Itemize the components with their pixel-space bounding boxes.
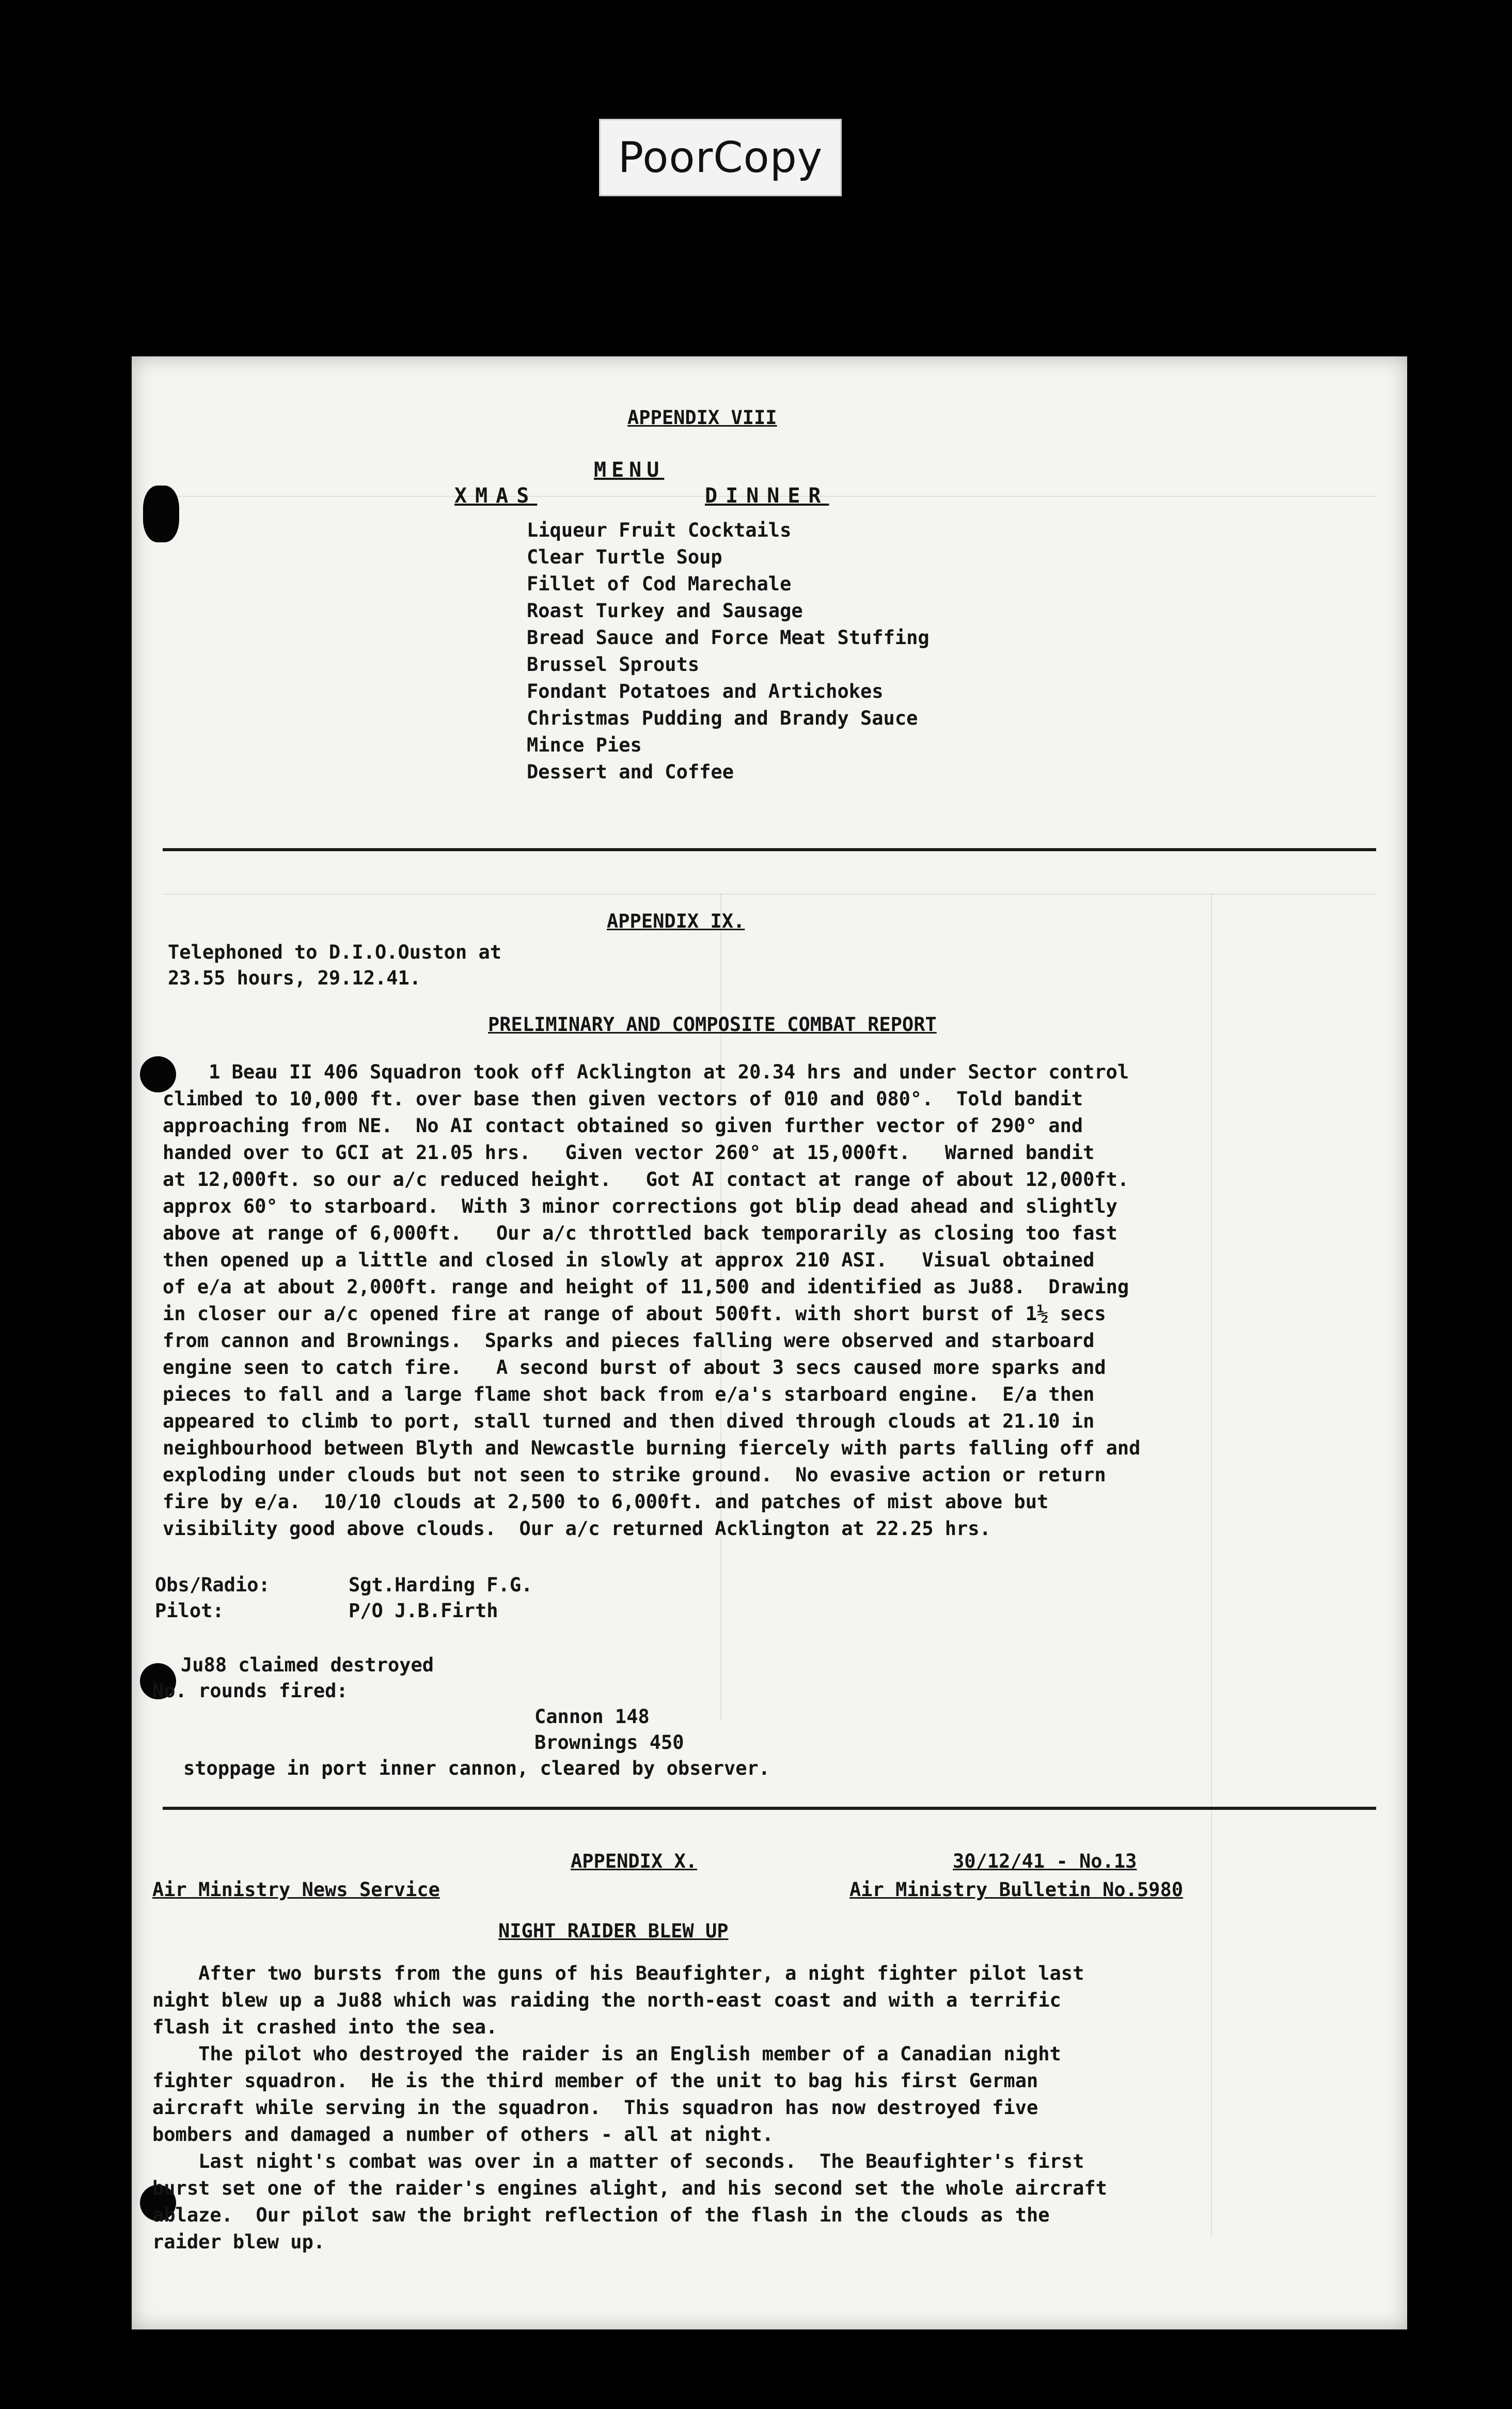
report-line: fire by e/a. 10/10 clouds at 2,500 to 6,000ft. and patches of mist above but: [163, 1491, 1049, 1513]
report-line: climbed to 10,000 ft. over base then given vectors of 010 and 080°. Told bandit: [163, 1088, 1083, 1110]
punch-hole: [143, 486, 179, 542]
rounds-fired-label: No. rounds fired:: [152, 1680, 348, 1702]
report-line: engine seen to catch fire. A second burst of about 3 secs caused more sparks and: [163, 1356, 1106, 1379]
section-divider: [163, 1807, 1376, 1810]
news-line: fighter squadron. He is the third member of the unit to bag his first German: [152, 2070, 1038, 2092]
pilot-label: Pilot:: [155, 1600, 224, 1622]
combat-report-title: PRELIMINARY AND COMPOSITE COMBAT REPORT: [488, 1013, 937, 1036]
menu-item: Mince Pies: [527, 734, 642, 756]
report-line: pieces to fall and a large flame shot back from e/a's starboard engine. E/a then: [163, 1383, 1095, 1405]
menu-item: Dessert and Coffee: [527, 761, 734, 783]
news-headline: NIGHT RAIDER BLEW UP: [498, 1920, 729, 1942]
news-line: flash it crashed into the sea.: [152, 2016, 498, 2038]
news-line: The pilot who destroyed the raider is an English member of a Canadian night: [152, 2043, 1061, 2065]
report-line: above at range of 6,000ft. Our a/c throttled back temporarily as closing too fast: [163, 1222, 1117, 1244]
report-line: at 12,000ft. so our a/c reduced height. Got AI contact at range of about 12,000ft.: [163, 1168, 1129, 1191]
news-line: Last night's combat was over in a matter of seconds. The Beaufighter's first: [152, 2150, 1084, 2172]
news-line: bombers and damaged a number of others - all at night.: [152, 2123, 774, 2146]
obs-radio-value: Sgt.Harding F.G.: [349, 1574, 533, 1596]
menu-item: Liqueur Fruit Cocktails: [527, 519, 792, 541]
bulletin-date-ref: 30/12/41 - No.13: [953, 1850, 1137, 1872]
telephoned-line-1: Telephoned to D.I.O.Ouston at: [168, 941, 502, 963]
appendix-viii-heading: APPENDIX VIII: [627, 406, 777, 429]
menu-item: Christmas Pudding and Brandy Sauce: [527, 707, 918, 729]
report-line: visibility good above clouds. Our a/c returned Acklington at 22.25 hrs.: [163, 1518, 991, 1540]
menu-item: Roast Turkey and Sausage: [527, 600, 803, 622]
section-divider: [163, 848, 1376, 851]
news-line: After two bursts from the guns of his Beaufighter, a night fighter pilot last: [152, 1962, 1084, 1984]
menu-title: MENU: [594, 458, 665, 482]
appendix-x-heading: APPENDIX X.: [571, 1850, 698, 1872]
report-line: approx 60° to starboard. With 3 minor corrections got blip dead ahead and slightly: [163, 1195, 1117, 1217]
news-line: ablaze. Our pilot saw the bright reflection of the flash in the clouds as the: [152, 2204, 1050, 2226]
menu-item: Fillet of Cod Marechale: [527, 573, 792, 595]
report-line: approaching from NE. No AI contact obtained so given further vector of 290° and: [163, 1115, 1083, 1137]
telephoned-line-2: 23.55 hours, 29.12.41.: [168, 967, 421, 989]
document-page: [132, 356, 1407, 2329]
appendix-ix-heading: APPENDIX IX.: [607, 910, 745, 932]
news-line: aircraft while serving in the squadron. This squadron has now destroyed five: [152, 2097, 1038, 2119]
dinner-right: DINNER: [705, 484, 829, 508]
combat-report-body: [163, 1059, 1140, 1542]
claimed-destroyed: Ju88 claimed destroyed: [181, 1654, 434, 1676]
dinner-left: XMAS: [454, 484, 538, 508]
menu-item: Bread Sauce and Force Meat Stuffing: [527, 627, 930, 649]
bulletin-number: Air Ministry Bulletin No.5980: [849, 1879, 1184, 1901]
report-line: neighbourhood between Blyth and Newcastle burning fiercely with parts falling off and: [163, 1437, 1141, 1459]
stoppage-note: stoppage in port inner cannon, cleared by observer.: [183, 1757, 770, 1779]
cannon-rounds: Cannon 148: [534, 1706, 650, 1728]
report-line: exploding under clouds but not seen to strike ground. No evasive action or return: [163, 1464, 1106, 1486]
news-body: [152, 1960, 1107, 2256]
menu-item: Fondant Potatoes and Artichokes: [527, 680, 884, 702]
report-line: of e/a at about 2,000ft. range and height of 11,500 and identified as Ju88. Drawing: [163, 1276, 1129, 1298]
brownings-rounds: Brownings 450: [534, 1731, 684, 1754]
menu-list: [527, 521, 930, 789]
news-service: Air Ministry News Service: [152, 1879, 440, 1901]
report-line: in closer our a/c opened fire at range of about 500ft. with short burst of 1½ secs: [163, 1303, 1106, 1325]
report-line: then opened up a little and closed in slowly at approx 210 ASI. Visual obtained: [163, 1249, 1095, 1271]
poor-copy-label: [599, 119, 842, 196]
menu-item: Brussel Sprouts: [527, 653, 700, 676]
report-line: appeared to climb to port, stall turned and then dived through clouds at 21.10 in: [163, 1410, 1095, 1432]
report-line: 1 Beau II 406 Squadron took off Acklington at 20.34 hrs and under Sector control: [163, 1061, 1129, 1083]
news-line: burst set one of the raider's engines alight, and his second set the whole aircraft: [152, 2177, 1107, 2199]
news-line: night blew up a Ju88 which was raiding the north-east coast and with a terrific: [152, 1989, 1061, 2011]
report-line: from cannon and Brownings. Sparks and pieces falling were observed and starboard: [163, 1329, 1095, 1352]
obs-radio-label: Obs/Radio:: [155, 1574, 270, 1596]
poor-copy-text: PoorCopy: [618, 133, 823, 182]
pilot-value: P/O J.B.Firth: [349, 1600, 498, 1622]
menu-item: Clear Turtle Soup: [527, 546, 722, 568]
report-line: handed over to GCI at 21.05 hrs. Given vector 260° at 15,000ft. Warned bandit: [163, 1141, 1095, 1164]
news-line: raider blew up.: [152, 2231, 325, 2253]
